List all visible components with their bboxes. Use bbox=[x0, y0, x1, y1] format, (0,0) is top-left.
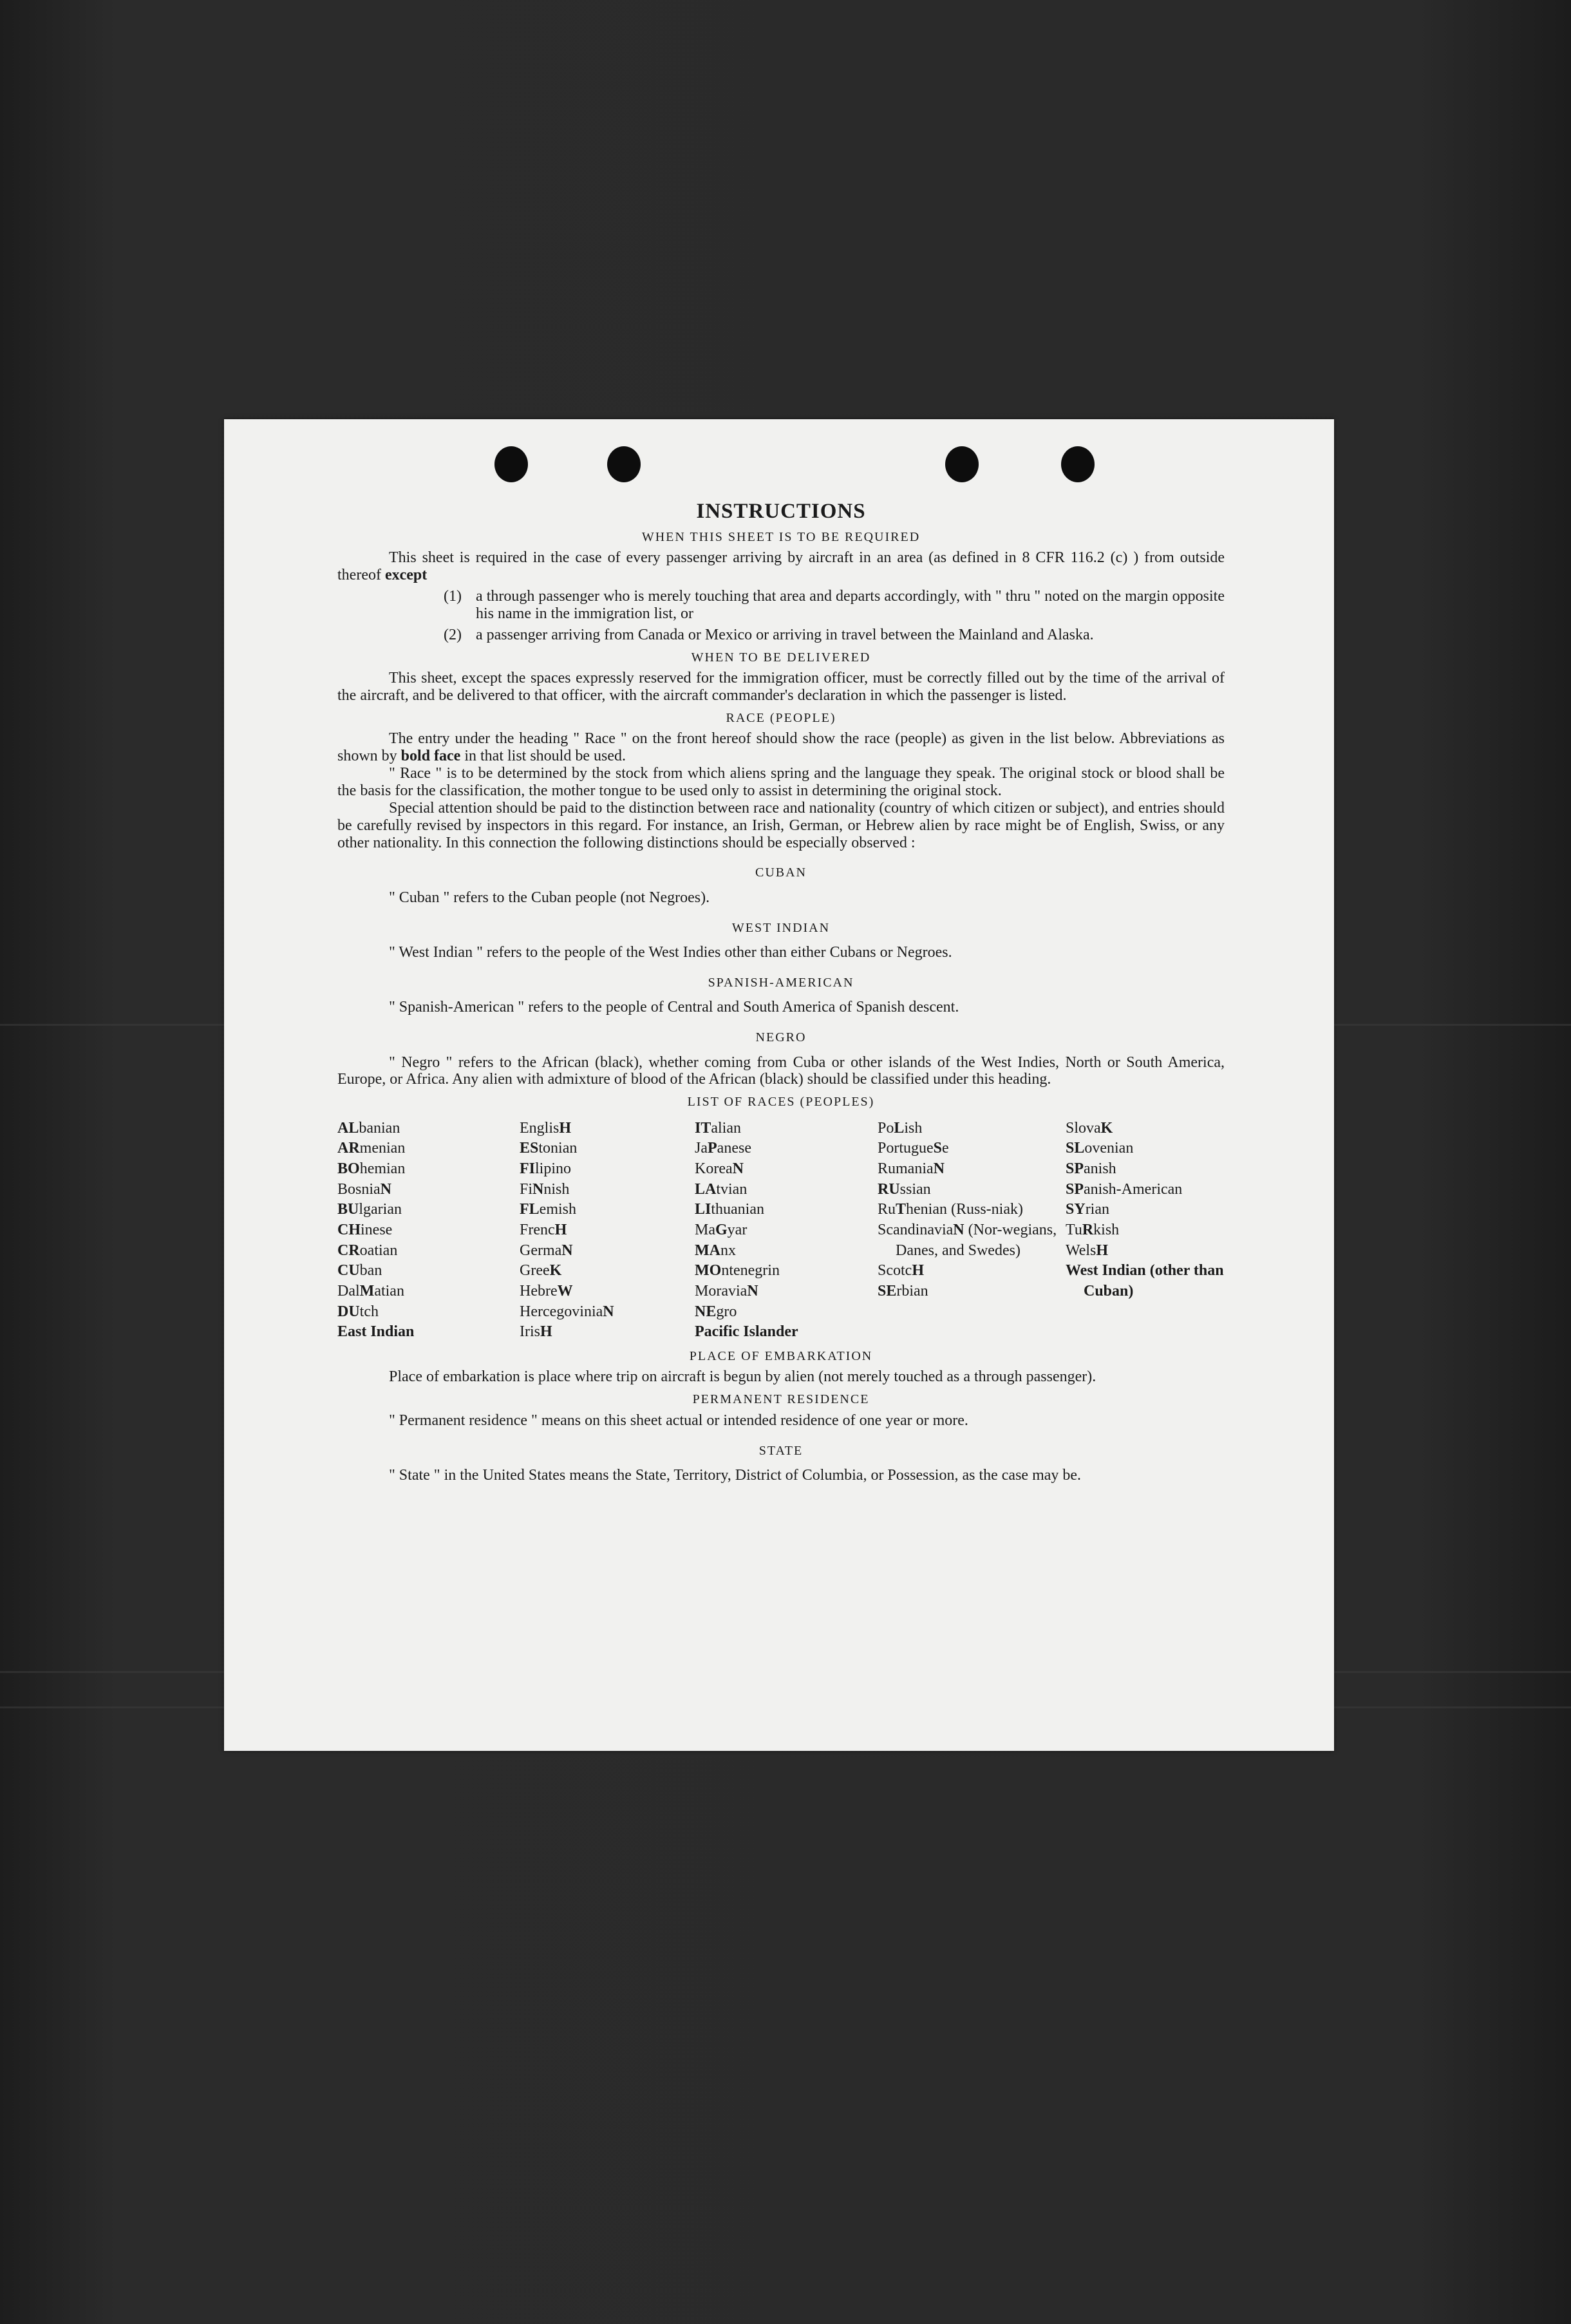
race-entry: MAnx bbox=[695, 1242, 736, 1259]
race-entry: WelsH bbox=[1066, 1242, 1109, 1259]
race-entry: FIlipino bbox=[520, 1160, 572, 1178]
race-entry: EStonian bbox=[520, 1140, 578, 1157]
race-entry: ScotcH bbox=[878, 1262, 924, 1280]
races-column bbox=[878, 1119, 1066, 1343]
document-body bbox=[337, 500, 1225, 1484]
race-entry: NEgro bbox=[695, 1303, 737, 1320]
race-paragraph-3: Special attention should be paid to the distinction between race and nationality (country of which citizen or subject), and entries should be carefully revised by inspectors in this regard. For instance, an Irish, German, or Hebrew alien by race might be of English, Swiss, or any other nationality. In this connection the following distinctions should be especially observed : bbox=[337, 799, 1225, 851]
race-entry: SPanish bbox=[1066, 1160, 1116, 1178]
races-table bbox=[337, 1119, 1225, 1343]
race-entry: GermaN bbox=[520, 1242, 573, 1259]
race-entry: ARmenian bbox=[337, 1140, 406, 1157]
race-entry: BOhemian bbox=[337, 1160, 406, 1178]
section-heading-negro: NEGRO bbox=[755, 1030, 807, 1045]
race-entry: BUlgarian bbox=[337, 1201, 402, 1218]
race-entry: HercegoviniaN bbox=[520, 1303, 614, 1320]
race-p1-text: The entry under the heading " Race " on the front hereof should show the race (people) as given in the list below. Abbreviations as shown by bbox=[337, 730, 1225, 765]
race-entry: SPanish-American bbox=[1066, 1180, 1183, 1198]
race-entry: HebreW bbox=[520, 1283, 573, 1300]
race-entry: SLovenian bbox=[1066, 1140, 1134, 1157]
races-column bbox=[1066, 1119, 1225, 1343]
section-heading-cuban: CUBAN bbox=[755, 865, 807, 880]
section-heading-state: STATE bbox=[758, 1443, 804, 1458]
race-entry: CUban bbox=[337, 1262, 382, 1280]
race-entry: CRoatian bbox=[337, 1242, 398, 1259]
cuban-definition: " Cuban " refers to the Cuban people (not Negroes). bbox=[389, 889, 710, 906]
clause-1 bbox=[444, 588, 1225, 623]
west-indian-definition: " West Indian " refers to the people of the West Indies other than either Cubans or Negroes. bbox=[389, 944, 952, 961]
race-entry: West Indian (other than Cuban) bbox=[1066, 1262, 1224, 1300]
race-entry: SYrian bbox=[1066, 1201, 1109, 1218]
negro-definition: " Negro " refers to the African (black), whether coming from Cuba or other islands of the West Indies, North or South America, Europe, or Africa. Any alien with admixture of blood of the African (black) should be classified under this heading. bbox=[337, 1053, 1225, 1088]
document-sheet bbox=[224, 419, 1334, 1751]
section-heading-race: RACE (PEOPLE) bbox=[726, 710, 836, 725]
race-entry: LIthuanian bbox=[695, 1201, 764, 1218]
section-heading-west-indian: WEST INDIAN bbox=[731, 920, 831, 935]
race-p1-text-end: in that list should be used. bbox=[460, 748, 626, 765]
race-entry: KoreaN bbox=[695, 1160, 744, 1178]
race-entry: FrencH bbox=[520, 1222, 567, 1239]
section-heading-when-required: WHEN THIS SHEET IS TO BE REQUIRED bbox=[641, 529, 921, 544]
punch-hole bbox=[945, 446, 979, 482]
clause-text: a through passenger who is merely touching that area and departs accordingly, with " thru " noted on the margin opposite his name in the immigration list, or bbox=[476, 588, 1225, 622]
spanish-american-definition: " Spanish-American " refers to the people of Central and South America of Spanish descent. bbox=[389, 999, 959, 1016]
when-delivered-paragraph: This sheet, except the spaces expressly reserved for the immigration officer, must be correctly filled out by the time of the arrival of the aircraft, and be delivered to that officer, with the aircraft commander's declaration in which the passenger is listed. bbox=[337, 670, 1225, 704]
except-bold: except bbox=[384, 567, 428, 584]
bold-face-text: bold face bbox=[400, 748, 461, 765]
race-entry: DalMatian bbox=[337, 1283, 404, 1300]
punch-hole bbox=[494, 446, 528, 482]
section-heading-when-delivered: WHEN TO BE DELIVERED bbox=[691, 650, 871, 665]
race-entry: ScandinaviaN (Nor-wegians, Danes, and Swedes) bbox=[878, 1222, 1057, 1259]
section-heading-embarkation: PLACE OF EMBARKATION bbox=[689, 1349, 873, 1364]
race-paragraph-2: " Race " is to be determined by the stock from which aliens spring and the language they speak. The original stock or blood shall be the basis for the classification, the mother tongue to be used only to assist in determining the original stock. bbox=[337, 765, 1225, 799]
section-heading-residence: PERMANENT RESIDENCE bbox=[692, 1392, 870, 1407]
when-required-text: This sheet is required in the case of every passenger arriving by aircraft in an area (as defined in 8 CFR 116.2 (c) ) from outside thereof bbox=[337, 549, 1225, 584]
race-entry: ITalian bbox=[695, 1119, 741, 1137]
race-entry: MOntenegrin bbox=[695, 1262, 780, 1280]
race-entry: MaGyar bbox=[695, 1222, 748, 1239]
race-entry: BosniaN bbox=[337, 1180, 392, 1198]
race-entry: SlovaK bbox=[1066, 1119, 1113, 1137]
punch-hole bbox=[1061, 446, 1095, 482]
section-heading-list-of-races: LIST OF RACES (PEOPLES) bbox=[687, 1095, 875, 1110]
clause-2 bbox=[444, 627, 1225, 644]
race-entry: ALbanian bbox=[337, 1119, 400, 1137]
race-entry: FiNnish bbox=[520, 1180, 570, 1198]
race-entry: PoLish bbox=[878, 1119, 923, 1137]
races-column bbox=[520, 1119, 695, 1343]
race-entry: LAtvian bbox=[695, 1180, 748, 1198]
embarkation-definition: Place of embarkation is place where trip on aircraft is begun by alien (not merely touched as a through passenger). bbox=[389, 1368, 1096, 1386]
punch-hole bbox=[607, 446, 641, 482]
race-entry: FLemish bbox=[520, 1201, 576, 1218]
race-entry: JaPanese bbox=[695, 1140, 751, 1157]
race-entry: CHinese bbox=[337, 1222, 393, 1239]
document-title: INSTRUCTIONS bbox=[696, 500, 866, 523]
race-entry: EnglisH bbox=[520, 1119, 572, 1137]
race-entry: RuThenian (Russ-niak) bbox=[878, 1201, 1023, 1218]
clause-number: (2) bbox=[444, 626, 462, 643]
clause-number: (1) bbox=[444, 588, 462, 605]
when-required-paragraph bbox=[337, 549, 1225, 584]
race-entry: RumaniaN bbox=[878, 1160, 945, 1178]
race-entry: MoraviaN bbox=[695, 1283, 758, 1300]
race-entry: IrisH bbox=[520, 1323, 552, 1341]
race-entry: GreeK bbox=[520, 1262, 562, 1280]
residence-definition: " Permanent residence " means on this sheet actual or intended residence of one year or more. bbox=[389, 1412, 968, 1429]
race-entry: SErbian bbox=[878, 1283, 928, 1300]
race-entry: Pacific Islander bbox=[695, 1323, 798, 1341]
race-paragraph-1 bbox=[337, 730, 1225, 765]
race-entry: DUtch bbox=[337, 1303, 379, 1320]
race-entry: PortugueSe bbox=[878, 1140, 949, 1157]
races-column bbox=[337, 1119, 520, 1343]
race-entry: TuRkish bbox=[1066, 1222, 1120, 1239]
clause-text: a passenger arriving from Canada or Mexico or arriving in travel between the Mainland and Alaska. bbox=[476, 626, 1094, 643]
race-entry: East Indian bbox=[337, 1323, 415, 1341]
state-definition: " State " in the United States means the State, Territory, District of Columbia, or Possession, as the case may be. bbox=[389, 1467, 1082, 1484]
races-column bbox=[695, 1119, 878, 1343]
race-entry: RUssian bbox=[878, 1180, 931, 1198]
section-heading-spanish-american: SPANISH-AMERICAN bbox=[708, 975, 854, 990]
